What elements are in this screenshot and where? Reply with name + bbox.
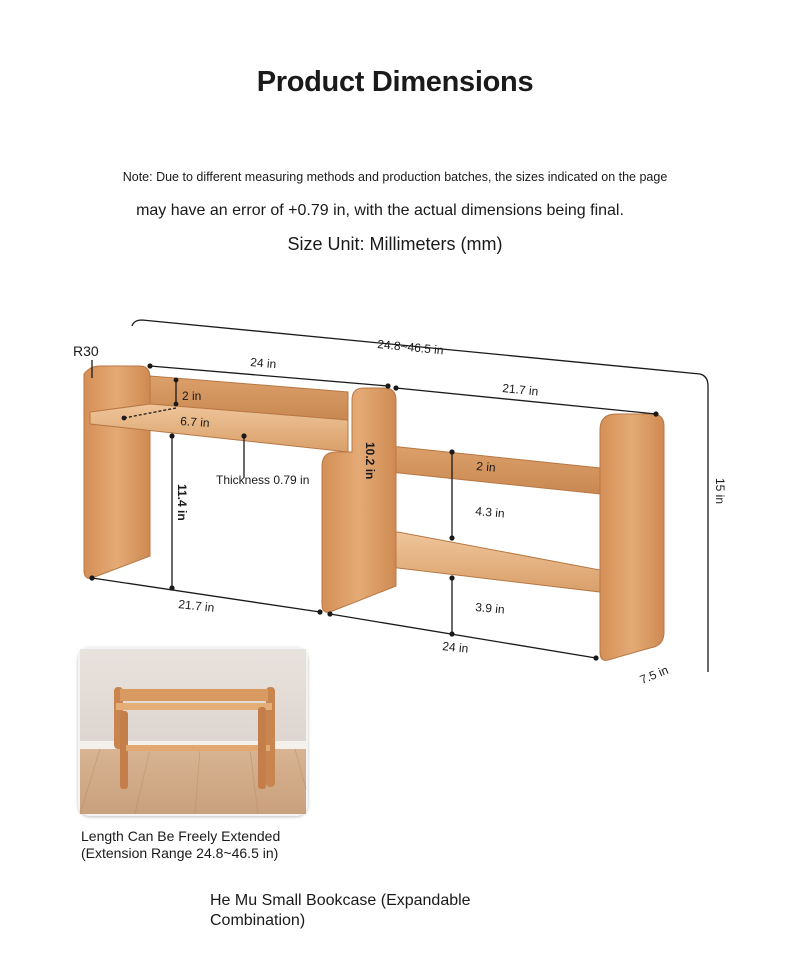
overall-height-label: 15 in [713,478,727,505]
back-board-height-label: 2 in [182,389,202,403]
bookcase-photo-illustration [80,649,306,814]
right-top-length-label: 21.7 in [501,381,539,399]
left-top-length-label: 24 in [249,355,277,372]
left-bottom-length-label: 21.7 in [177,597,215,615]
shelf-depth-label: 6.7 in [179,414,211,431]
product-name-line-1: He Mu Small Bookcase (Expandable [210,892,471,909]
bookcase-dimension-diagram [0,290,790,687]
overall-length-label: 24.8~46.5 in [376,337,445,358]
right-lower-gap-label: 3.9 in [474,600,506,617]
right-bottom-length-label: 24 in [441,639,470,656]
product-name-line-2: Combination) [210,912,306,929]
extension-caption-line-2: (Extension Range 24.8~46.5 in) [81,845,279,861]
left-shelf-unit [84,366,396,612]
corner-radius-label: R30 [73,343,99,359]
overall-depth-label: 7.5 in [637,662,671,687]
extension-caption-line-1: Length Can Be Freely Extended [81,828,281,844]
right-upper-gap-label: 4.3 in [474,504,506,521]
extension-caption [81,828,280,862]
measurement-note-line-2: may have an error of +0.79 in, with the actual dimensions being final. [136,202,624,219]
middle-panel-height-label: 10.2 in [363,442,377,480]
left-end-panel [84,366,150,578]
product-name-caption [210,891,530,931]
size-unit-label: Size Unit: Millimeters (mm) [287,234,503,254]
left-height-label: 11.4 in [175,484,189,521]
right-rail-height-label: 2 in [475,459,497,475]
extended-bookcase-photo [78,647,308,816]
page-title: Product Dimensions [256,66,534,98]
right-end-panel [600,414,664,660]
measurement-note-line-1: Note: Due to different measuring methods and production batches, the sizes indicated on the page [122,170,668,184]
thickness-label: Thickness 0.79 in [216,473,310,487]
